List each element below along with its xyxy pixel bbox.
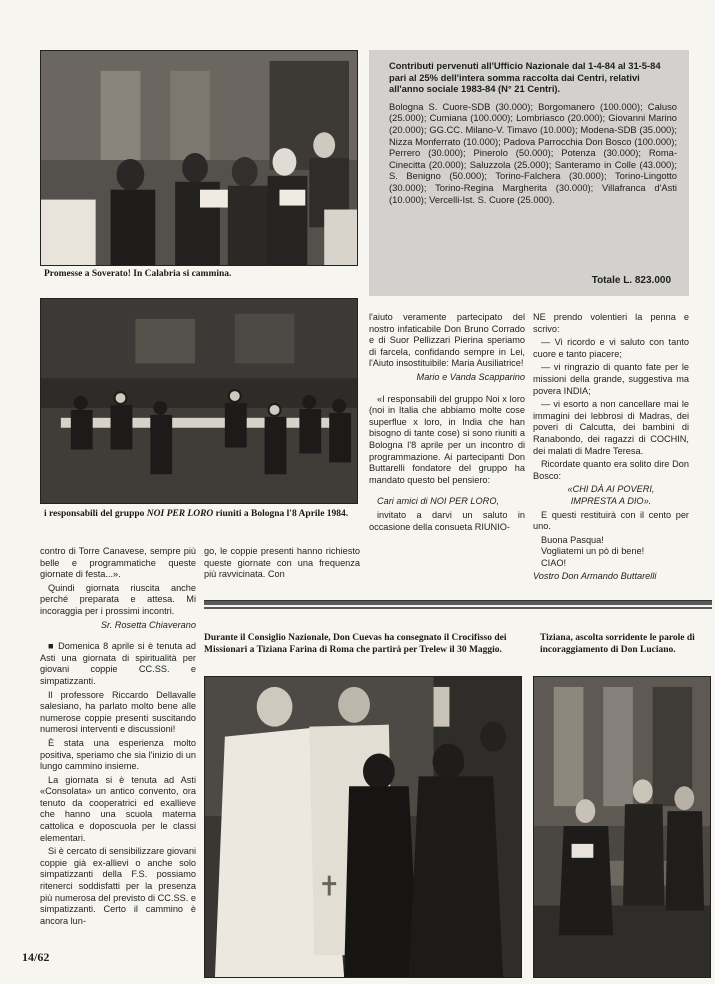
photo-caption: Durante il Consiglio Nazionale, Don Cuevas ha consegnato il Crocifisso dei Missionari a Tiziana Farina di Roma che partirà per Trelew il 30 Maggio. [204, 633, 507, 655]
group-name: NOI PER LORO [146, 509, 214, 519]
salutation: Cari amici di NOI PER LORO, [377, 496, 500, 507]
caption-text: riuniti a Bologna l'8 Aprile 1984. [213, 509, 349, 519]
paragraph: Si è cercato di sensibilizzare giovani coppie già ex-allievi o anche solo simpatizzanti della F.S. possiamo ritenerci soddisfatti per la presenza più numerosa del previsto di CC.SS. e simpatizzanti. Certo il cammino è ancora lun- [40, 846, 196, 926]
article-column-left [40, 546, 196, 929]
caption-text: i responsabili del gruppo [44, 509, 147, 519]
paragraph: Quindi giornata riuscita anche perché preparata e attesa. Mi incoraggia per i prossimi incontri. [40, 582, 196, 616]
paragraph: «I responsabili del gruppo Noi x loro (noi in Italia che abbiamo molte cose superflue x loro, in India che han bisogno di tante cose) si sono riuniti a Bologna l'8 aprile per un incontro di programmazione. Ai partecipanti Don Buttarelli fondatore del gruppo ha mandato questo bel pensiero: [369, 393, 525, 485]
section-divider [204, 600, 712, 605]
signature: Mario e Vanda Scapparino [416, 371, 525, 382]
paragraph: Il professore Riccardo Dellavalle salesiano, ha parlato molto bene alle numerose coppie presenti suscitando numerosi interventi e discussioni! [40, 689, 196, 735]
paragraph: Buona Pasqua! [541, 534, 604, 545]
paragraph: l'aiuto veramente partecipato del nostro infaticabile Don Bruno Corrado e di Suor Pellizzari Pierina speriamo di farcela, confidando sempre in Lei, l'Aiuto insostituibile: Maria Ausiliatrice! [369, 312, 525, 369]
photo-soverato-promises [40, 50, 358, 266]
contributions-title: Contributi pervenuti all'Ufficio Nazionale dal 1-4-84 al 31-5-84 pari al 25% dell'intera somma raccolta dai Centri, relativi all'anno sociale 1983-84 (N° 21 Centri). [389, 60, 661, 95]
paragraph: — vi ringrazio di quanto fate per le missioni della grande, suggestiva ma povera INDIA; [533, 362, 689, 396]
signature: Vostro Don Armando Buttarelli [533, 571, 657, 582]
paragraph: La giornata si è tenuta ad Asti «Consolata» un antico convento, ora tenuto da cooperatrici ed exallieve che hanno una scuola materna cattolica e doposcuola per le classi elementari. [40, 774, 196, 843]
photo-caption: Tiziana, ascolta sorridente le parole di incoraggiamento di Don Luciano. [540, 633, 695, 655]
paragraph: NE prendo volentieri la penna e scrivo: [533, 312, 689, 334]
paragraph: invitato a darvi un saluto in occasione della consueta RIUNIO- [369, 509, 525, 532]
paragraph: CIAO! [541, 557, 567, 568]
paragraph: Ricordate quanto era solito dire Don Bosco: [533, 459, 689, 481]
paragraph: contro di Torre Canavese, sempre più belle e programmatiche queste giornate di festa...». [40, 546, 196, 580]
article-column-right [533, 312, 689, 585]
photo-caption [44, 508, 364, 520]
quote-line: «CHI DÀ AI POVERI, [567, 484, 655, 495]
signature: Sr. Rosetta Chiaverano [100, 619, 196, 630]
contributions-list: Bologna S. Cuore-SDB (30.000); Borgomanero (100.000); Caluso (25.000); Cumiana (100.000); Lombriasco (20.000); Giovanni Marino (20.000); GG.CC. Milano-V. Timavo (10.000); Modena-SDB (35.000); Nizza Monferrato (10.000); Padova Parrocchia Don Bosco (100.000); Perrero (30.000); Pinerolo (50.000); Potenza (30.000); Roma-Cinecitta (20.000); Saluzzola (25.000); Santeramo in Colle (43.000); S. Benigno (50.000); Torino-Falchera (30.000); Torino-Lingotto (30.000); Torino-Regina Margherita (30.000); Villafranca d'Asti (10.000); Vercelli-Ist. S. Cuore (25.000). [389, 100, 677, 205]
photo-crucifix-ceremony [204, 676, 522, 978]
contributions-total: Totale L. 823.000 [591, 275, 671, 286]
article-column-second [204, 546, 360, 583]
article-column-middle [369, 312, 525, 535]
section-divider [204, 607, 712, 609]
paragraph: — vi esorto a non cancellare mai le immagini dei lebbrosi di Madras, dei poveri di Calcutta, dei bambini di Ranabondo, dei ragazzi di COCHIN, dei malati di Madre Teresa. [533, 399, 689, 456]
paragraph: Vogliatemi un pò di bene! [541, 546, 645, 557]
paragraph: go, le coppie presenti hanno richiesto queste giornate con una frequenza più ravvicinata. Con [204, 546, 360, 580]
paragraph: E questi restituirà con il cento per uno. [533, 509, 689, 532]
paragraph: — Vi ricordo e vi saluto con tanto cuore e tanto piacere; [533, 337, 689, 359]
photo-bologna-meeting [40, 298, 358, 504]
page-number: 14/62 [22, 950, 50, 964]
paragraph: È stata una esperienza molto positiva, speriamo che sia l'inizio di un lungo cammino insieme. [40, 737, 196, 772]
contributions-box [369, 50, 689, 296]
quote-line: IMPRESTA A DIO». [570, 495, 652, 506]
paragraph: ■ Domenica 8 aprile si è tenuta ad Asti una giornata di spiritualità per giovani coppie CC.SS. e simpatizzanti. [40, 641, 196, 686]
photo-tiziana-listening [533, 676, 711, 978]
photo-caption: Promesse a Soverato! In Calabria si cammina. [44, 269, 232, 279]
